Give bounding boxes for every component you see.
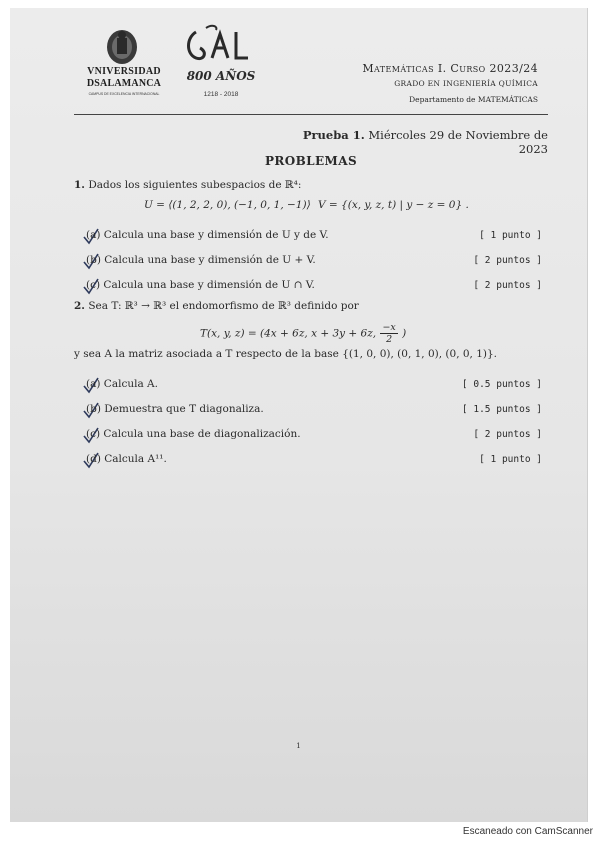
item-text: Calcula una base y dimensión de U + V.	[104, 254, 316, 266]
item-score: [ 0.5 puntos ]	[461, 379, 542, 390]
problem2-text: Sea T: ℝ³ → ℝ³ el endomorfismo de ℝ³ definido por	[88, 300, 359, 312]
degree-name: GRADO EN INGENIERÍA QUÍMICA	[394, 79, 538, 88]
course-title: Matemáticas I. Curso 2023/24	[362, 62, 538, 75]
basis-statement: y sea A la matriz asociada a T respecto de la base {(1, 0, 0), (0, 1, 0), (0, 0, 1)}.	[74, 348, 498, 360]
scanner-watermark: Escaneado con CamScanner	[462, 826, 593, 837]
header-divider	[74, 114, 548, 115]
item-text: Calcula una base de diagonalización.	[103, 428, 301, 440]
problem1-number: 1.	[74, 179, 85, 191]
endomorphism-formula	[200, 322, 406, 345]
problem2-item-b	[86, 403, 264, 415]
exam-info	[270, 128, 548, 156]
university-name-line2: DSALAMANCA	[86, 78, 162, 89]
problem2-item-d	[86, 453, 167, 465]
anniversary-text: 800 AÑOS	[186, 69, 256, 83]
item-label: (c)	[86, 428, 101, 440]
fraction-denominator: 2	[386, 334, 393, 345]
university-name-line1: VNIVERSIDAD	[87, 66, 161, 77]
item-text: Calcula una base y dimensión de U y de V.	[103, 229, 329, 241]
item-label: (d)	[86, 453, 101, 465]
problem1-statement	[74, 179, 301, 191]
subspace-V: V = {(x, y, z, t) | y − z = 0} .	[318, 199, 469, 211]
item-score: [ 1.5 puntos ]	[461, 404, 542, 415]
department-name: Departamento de MATEMÁTICAS	[409, 95, 538, 104]
anniversary-logo-icon	[182, 24, 260, 88]
formula-right: )	[402, 327, 407, 340]
fraction-numerator: −x	[382, 322, 396, 333]
problem2-number: 2.	[74, 300, 85, 312]
anniversary-years: 1218 - 2018	[203, 91, 239, 98]
university-seal-icon	[102, 26, 142, 66]
problem1-text: Dados los siguientes subespacios de ℝ⁴:	[88, 179, 302, 191]
exam-date: Miércoles 29 de Noviembre de 2023	[368, 128, 548, 156]
item-score: [ 2 puntos ]	[473, 429, 542, 440]
exam-label: Prueba 1.	[302, 128, 365, 142]
problem2-item-a	[86, 378, 158, 390]
item-score: [ 1 punto ]	[479, 454, 542, 465]
university-tagline: CAMPUS DE EXCELENCIA INTERNACIONAL	[88, 92, 160, 96]
item-score: [ 2 puntos ]	[473, 280, 542, 291]
problem1-item-b	[86, 254, 316, 266]
subspace-U: U = ⟨(1, 2, 2, 0), (−1, 0, 1, −1)⟩	[144, 199, 311, 211]
exam-sheet	[10, 8, 588, 822]
item-label: (c)	[86, 279, 101, 291]
page-number: 1	[296, 742, 301, 750]
section-title: PROBLEMAS	[264, 154, 358, 168]
problem2-statement	[74, 300, 359, 312]
item-label: (a)	[86, 378, 101, 390]
item-label: (b)	[86, 254, 101, 266]
item-label: (a)	[86, 229, 101, 241]
item-score: [ 1 punto ]	[479, 230, 542, 241]
item-text: Calcula A¹¹.	[104, 453, 167, 465]
item-text: Calcula una base y dimensión de U ∩ V.	[103, 279, 315, 291]
formula-left: T(x, y, z) = (4x + 6z, x + 3y + 6z,	[200, 327, 377, 340]
item-score: [ 2 puntos ]	[473, 255, 542, 266]
problem1-item-a	[86, 229, 329, 241]
item-text: Demuestra que T diagonaliza.	[104, 403, 264, 415]
formula-fraction	[380, 322, 397, 345]
item-text: Calcula A.	[103, 378, 158, 390]
problem1-item-c	[86, 279, 315, 291]
problem2-item-c	[86, 428, 301, 440]
item-label: (b)	[86, 403, 101, 415]
